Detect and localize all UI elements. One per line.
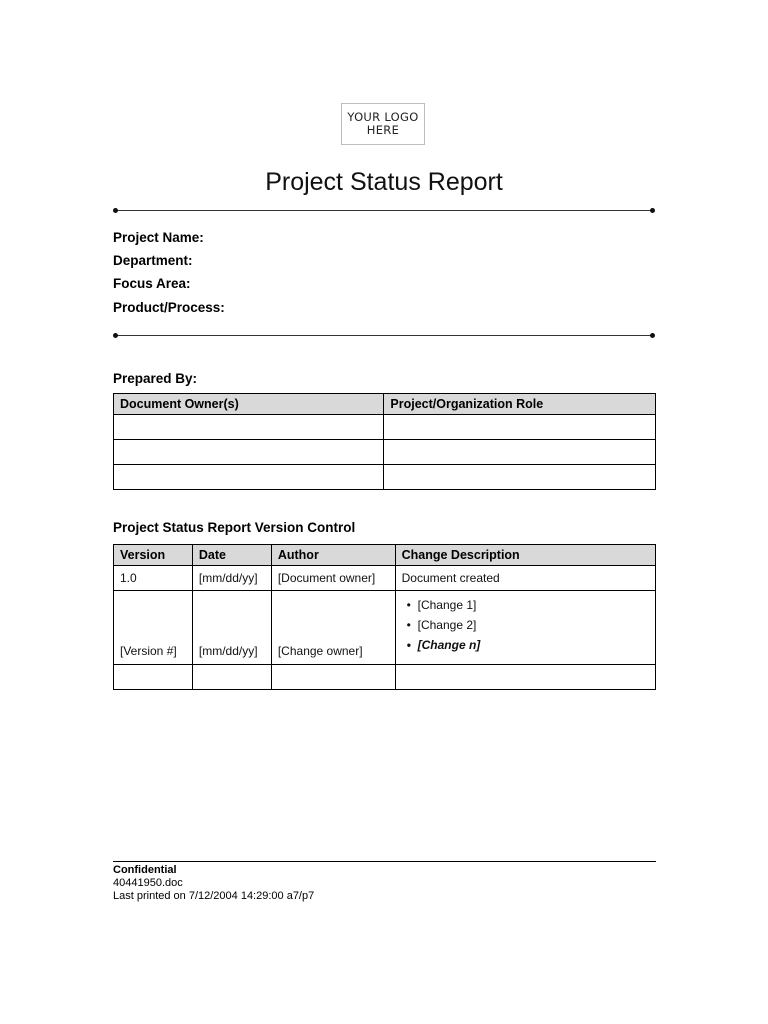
document-owners-table bbox=[113, 393, 656, 490]
header-divider bbox=[115, 210, 653, 211]
date-cell[interactable]: [mm/dd/yy] bbox=[192, 591, 271, 665]
table-row bbox=[114, 440, 656, 465]
table-row bbox=[114, 415, 656, 440]
table-row bbox=[114, 566, 656, 591]
department-label: Department: bbox=[113, 253, 193, 268]
confidential-label: Confidential bbox=[113, 864, 177, 876]
table-cell[interactable] bbox=[384, 440, 656, 465]
table-cell[interactable] bbox=[192, 665, 271, 690]
change-list bbox=[402, 595, 655, 655]
version-cell[interactable]: [Version #] bbox=[114, 591, 193, 665]
table-cell[interactable] bbox=[271, 665, 395, 690]
list-item: • [Change 1] bbox=[418, 595, 655, 615]
table-cell[interactable] bbox=[114, 665, 193, 690]
author-cell[interactable]: [Change owner] bbox=[271, 591, 395, 665]
table-row bbox=[114, 665, 656, 690]
product-process-label: Product/Process: bbox=[113, 300, 225, 315]
prepared-by-label: Prepared By: bbox=[113, 371, 198, 386]
footer-divider bbox=[113, 861, 656, 862]
list-item: • [Change n] bbox=[418, 635, 655, 655]
table-cell[interactable] bbox=[114, 465, 384, 490]
list-item: • [Change 2] bbox=[418, 615, 655, 635]
table-header-row bbox=[114, 545, 656, 566]
version-cell[interactable]: 1.0 bbox=[114, 566, 193, 591]
table-cell[interactable] bbox=[114, 440, 384, 465]
table-cell[interactable] bbox=[395, 665, 655, 690]
table-row bbox=[114, 591, 656, 665]
table-row bbox=[114, 465, 656, 490]
column-header: Date bbox=[192, 545, 271, 566]
last-printed: Last printed on 7/12/2004 14:29:00 a7/p7 bbox=[113, 890, 315, 902]
column-header: Change Description bbox=[395, 545, 655, 566]
page-title: Project Status Report bbox=[265, 168, 503, 196]
column-header: Author bbox=[271, 545, 395, 566]
logo-placeholder bbox=[341, 103, 425, 145]
focus-area-label: Focus Area: bbox=[113, 276, 191, 291]
change-description-cell[interactable]: Document created bbox=[395, 566, 655, 591]
project-name-label: Project Name: bbox=[113, 230, 204, 245]
table-cell[interactable] bbox=[384, 415, 656, 440]
table-cell[interactable] bbox=[114, 415, 384, 440]
version-control-label: Project Status Report Version Control bbox=[113, 520, 356, 535]
table-header-row bbox=[114, 394, 656, 415]
version-control-table bbox=[113, 544, 656, 690]
table-cell[interactable] bbox=[384, 465, 656, 490]
logo-text: YOUR LOGO HERE bbox=[347, 110, 419, 137]
fields-divider bbox=[115, 335, 653, 336]
date-cell[interactable]: [mm/dd/yy] bbox=[192, 566, 271, 591]
column-header: Document Owner(s) bbox=[114, 394, 384, 415]
file-name: 40441950.doc bbox=[113, 877, 183, 889]
author-cell[interactable]: [Document owner] bbox=[271, 566, 395, 591]
column-header: Project/Organization Role bbox=[384, 394, 656, 415]
column-header: Version bbox=[114, 545, 193, 566]
change-description-cell[interactable] bbox=[395, 591, 655, 665]
